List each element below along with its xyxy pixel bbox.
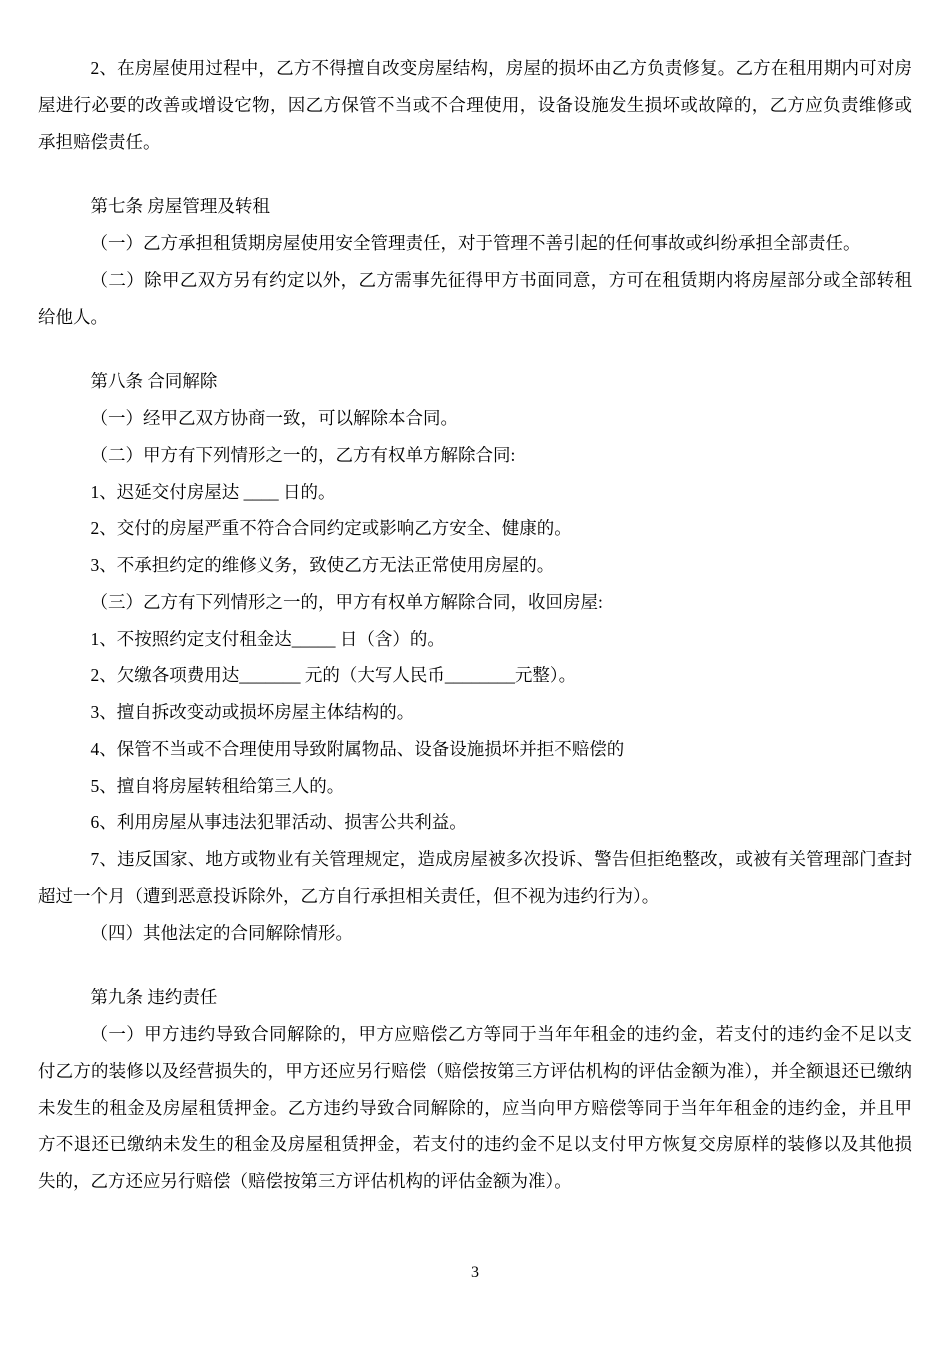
paragraph: （三）乙方有下列情形之一的，甲方有权单方解除合同，收回房屋:: [90, 591, 603, 612]
paragraph: （四）其他法定的合同解除情形。: [90, 922, 353, 943]
paragraph: （一）乙方承担租赁期房屋使用安全管理责任，对于管理不善引起的任何事故或纠纷承担全部责任。: [90, 233, 861, 253]
paragraph: 3、不承担约定的维修义务，致使乙方无法正常使用房屋的。: [90, 555, 555, 575]
section-heading: 第八条 合同解除: [90, 371, 218, 392]
paragraph: 1、迟延交付房屋达 ____ 日的。: [90, 481, 336, 502]
paragraph: （二）除甲乙双方另有约定以外，乙方需事先征得甲方书面同意，方可在租赁期内将房屋部分或全部转租给他人。: [38, 269, 912, 327]
paragraph: 2、在房屋使用过程中，乙方不得擅自改变房屋结构，房屋的损坏由乙方负责修复。乙方在租用期内可对房屋进行必要的改善或增设它物，因乙方保管不当或不合理使用，设备设施发生损坏或故障的，乙方应负责维修或承担赔偿责任。: [38, 58, 912, 152]
paragraph: 7、违反国家、地方或物业有关管理规定，造成房屋被多次投诉、警告但拒绝整改，或被有关管理部门查封超过一个月（遭到恶意投诉除外，乙方自行承担相关责任，但不视为违约行为）。: [38, 849, 912, 906]
paragraph: 2、交付的房屋严重不符合合同约定或影响乙方安全、健康的。: [90, 518, 572, 539]
paragraph: 6、利用房屋从事违法犯罪活动、损害公共利益。: [90, 812, 467, 833]
paragraph: （二）甲方有下列情形之一的，乙方有权单方解除合同:: [90, 444, 516, 465]
page-footer: [0, 1264, 950, 1282]
paragraph: 1、不按照约定支付租金达_____ 日（含）的。: [90, 628, 445, 649]
document-body: [38, 50, 912, 1200]
paragraph: （一）甲方违约导致合同解除的，甲方应赔偿乙方等同于当年年租金的违约金，若支付的违约金不足以支付乙方的装修以及经营损失的，甲方还应另行赔偿（赔偿按第三方评估机构的评估金额为准），并全额退还已缴纳未发生的租金及房屋租赁押金。乙方违约导致合同解除的，应当向甲方赔偿等同于当年年租金的违约金，并且甲方不退还已缴纳未发生的租金及房屋租赁押金，若支付的违约金不足以支付甲方恢复交房原样的装修以及其他损失的，乙方还应另行赔偿（赔偿按第三方评估机构的评估金额为准）。: [38, 1024, 912, 1191]
paragraph: （一）经甲乙双方协商一致，可以解除本合同。: [90, 408, 458, 428]
paragraph: 4、保管不当或不合理使用导致附属物品、设备设施损坏并拒不赔偿的: [90, 738, 625, 759]
paragraph: 3、擅自拆改变动或损坏房屋主体结构的。: [90, 702, 415, 722]
section-heading: 第九条 违约责任: [90, 987, 218, 1008]
page-number: 3: [471, 1264, 479, 1281]
paragraph: 2、欠缴各项费用达_______ 元的（大写人民币________元整）。: [90, 665, 577, 686]
section-heading: 第七条 房屋管理及转租: [90, 196, 270, 217]
paragraph: 5、擅自将房屋转租给第三人的。: [90, 775, 345, 796]
